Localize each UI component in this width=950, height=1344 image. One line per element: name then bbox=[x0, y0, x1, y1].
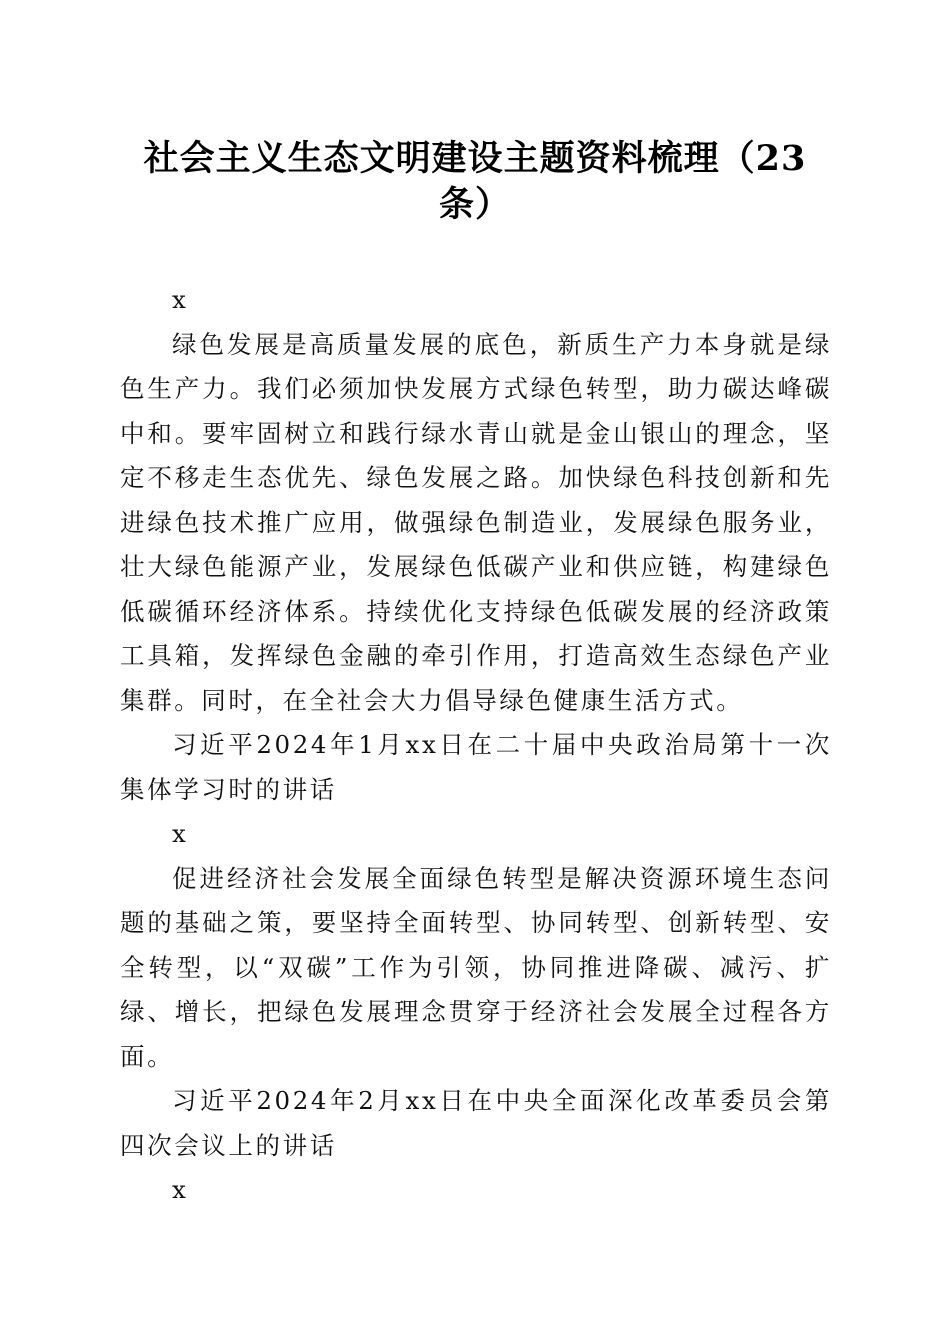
quote-source: 习近平2024年2月xx日在中央全面深化改革委员会第四次会议上的讲话 bbox=[120, 1086, 832, 1160]
quote-source: 习近平2024年1月xx日在二十届中央政治局第十一次集体学习时的讲话 bbox=[120, 730, 832, 804]
section-marker: x bbox=[172, 1175, 186, 1204]
document-title: 社会主义生态文明建设主题资料梳理（23条） bbox=[143, 138, 807, 225]
document-body bbox=[120, 278, 832, 1213]
section-marker: x bbox=[172, 819, 186, 848]
section-marker: x bbox=[172, 285, 186, 314]
quote-paragraph: 绿色发展是高质量发展的底色，新质生产力本身就是绿色生产力。我们必须加快发展方式绿色转型，助力碳达峰碳中和。要牢固树立和践行绿水青山就是金山银山的理念，坚定不移走生态优先、绿色发展之路。加快绿色科技创新和先进绿色技术推广应用，做强绿色制造业，发展绿色服务业，壮大绿色能源产业，发展绿色低碳产业和供应链，构建绿色低碳循环经济体系。持续优化支持绿色低碳发展的经济政策工具箱，发挥绿色金融的牵引作用，打造高效生态绿色产业集群。同时，在全社会大力倡导绿色健康生活方式。 bbox=[120, 329, 832, 715]
quote-paragraph: 促进经济社会发展全面绿色转型是解决资源环境生态问题的基础之策，要坚持全面转型、协同转型、创新转型、安全转型，以“双碳”工作为引领，协同推进降碳、减污、扩绿、增长，把绿色发展理念贯穿于经济社会发展全过程各方面。 bbox=[120, 863, 832, 1071]
